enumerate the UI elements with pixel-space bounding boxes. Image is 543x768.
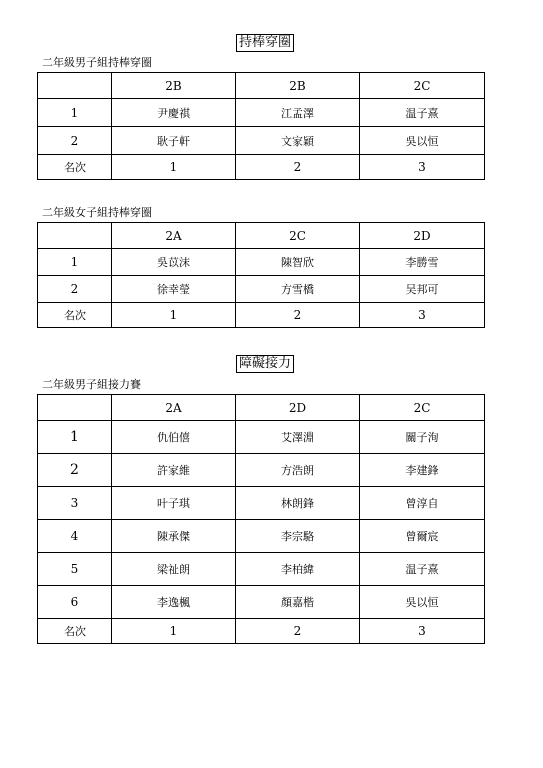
table-header-row [38,395,485,421]
participant-name: 仇伯僖 [112,421,236,454]
table-row [38,127,485,155]
participant-name: 李建鋒 [360,454,485,487]
group-subtitle-boys-baton: 二年級男子組持棒穿圈 [42,56,152,69]
rank-row [38,155,485,180]
table-row [38,586,485,619]
participant-name: 顏嘉楷 [236,586,360,619]
rank-row [38,303,485,328]
participant-name: 耿子軒 [112,127,236,155]
header-cell-class: 2C [360,395,485,421]
results-table-girls-baton [37,222,485,328]
participant-name: 曾爾宸 [360,520,485,553]
participant-name: 温子熹 [360,99,485,127]
row-number: 1 [38,249,112,276]
participant-name: 關子洵 [360,421,485,454]
row-number: 1 [38,99,112,127]
header-cell-class: 2A [112,395,236,421]
participant-name: 陳智欣 [236,249,360,276]
participant-name: 李逸楓 [112,586,236,619]
participant-name: 許家維 [112,454,236,487]
row-number: 4 [38,520,112,553]
results-table-boys-relay [37,394,485,644]
rank-row [38,619,485,644]
header-cell-class: 2C [360,73,485,99]
group-subtitle-girls-baton: 二年級女子組持棒穿圈 [42,206,152,219]
row-number: 2 [38,276,112,303]
table-row [38,487,485,520]
table-row [38,99,485,127]
section-title-baton-hoop: 持棒穿圈 [236,34,294,52]
table-row [38,454,485,487]
participant-name: 方雪橋 [236,276,360,303]
participant-name: 文家穎 [236,127,360,155]
participant-name: 江孟澤 [236,99,360,127]
participant-name: 曾淳自 [360,487,485,520]
header-cell-blank [38,223,112,249]
results-table-boys-baton [37,72,485,180]
header-cell-class: 2A [112,223,236,249]
table-row [38,276,485,303]
row-number: 3 [38,487,112,520]
participant-name: 叶子琪 [112,487,236,520]
participant-name: 李勝雪 [360,249,485,276]
row-number: 6 [38,586,112,619]
rank-value: 3 [360,155,485,180]
header-cell-class: 2C [236,223,360,249]
participant-name: 李宗駱 [236,520,360,553]
participant-name: 方浩朗 [236,454,360,487]
table-row [38,520,485,553]
rank-value: 1 [112,619,236,644]
table-header-row [38,223,485,249]
rank-value: 3 [360,303,485,328]
row-number: 2 [38,127,112,155]
participant-name: 尹慶祺 [112,99,236,127]
header-cell-class: 2B [112,73,236,99]
table-header-row [38,73,485,99]
participant-name: 温子熹 [360,553,485,586]
group-subtitle-boys-relay: 二年級男子組接力賽 [42,378,141,391]
section-title-obstacle-relay: 障礙接力 [236,355,294,373]
header-cell-class: 2D [360,223,485,249]
participant-name: 吳以恒 [360,586,485,619]
participant-name: 吴邦可 [360,276,485,303]
header-cell-blank [38,73,112,99]
participant-name: 李柏緯 [236,553,360,586]
rank-value: 2 [236,619,360,644]
header-cell-class: 2D [236,395,360,421]
row-number: 2 [38,454,112,487]
participant-name: 梁祉朗 [112,553,236,586]
rank-label: 名次 [38,155,112,180]
rank-value: 2 [236,155,360,180]
row-number: 1 [38,421,112,454]
participant-name: 吳苡沫 [112,249,236,276]
rank-value: 3 [360,619,485,644]
table-row [38,421,485,454]
header-cell-class: 2B [236,73,360,99]
table-row [38,553,485,586]
rank-value: 1 [112,303,236,328]
table-row [38,249,485,276]
rank-value: 1 [112,155,236,180]
row-number: 5 [38,553,112,586]
participant-name: 艾澤淵 [236,421,360,454]
rank-value: 2 [236,303,360,328]
participant-name: 徐幸瑩 [112,276,236,303]
participant-name: 林朗鋒 [236,487,360,520]
participant-name: 陳承傑 [112,520,236,553]
participant-name: 吳以恒 [360,127,485,155]
rank-label: 名次 [38,303,112,328]
rank-label: 名次 [38,619,112,644]
header-cell-blank [38,395,112,421]
